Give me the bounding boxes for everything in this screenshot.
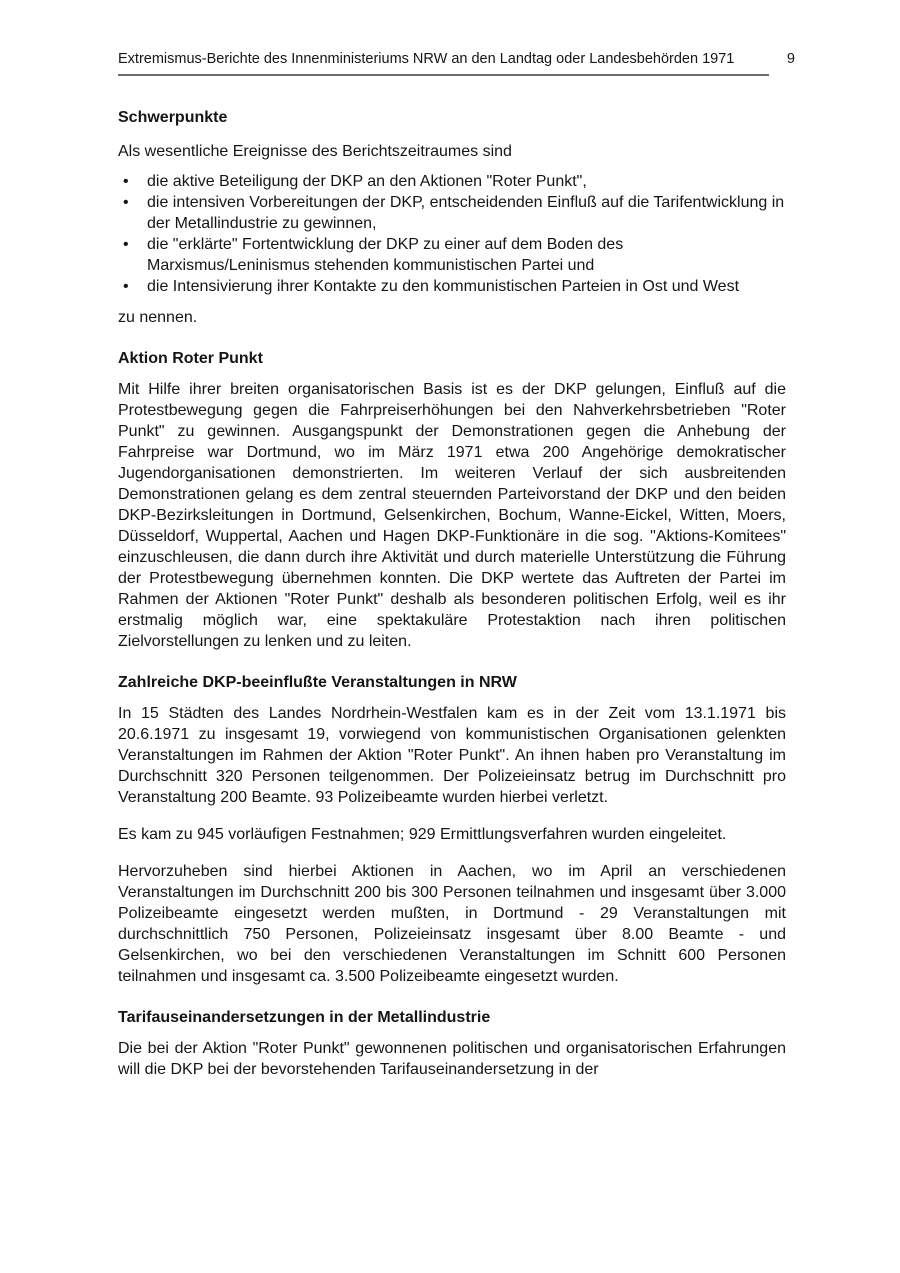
paragraph-veranstaltungen-3: Hervorzuheben sind hierbei Aktionen in Aachen, wo im April an verschiedenen Veranstaltungen im Durchschnitt 200 bis 300 Personen teilnahmen und insgesamt über 3.000 Polizeibeamte eingesetzt werden mußten, in Dortmund - 29 Veranstaltungen mit durchschnittlich 750 Personen, Polizeieinsatz insgesamt über 8.00 Beamte - und Gelsenkirchen, wo bei den verschiedenen Veranstaltungen im Schnitt 600 Personen teilnahmen und insgesamt ca. 3.500 Polizeibeamte eingesetzt wurden. <box>118 863 786 985</box>
bullet-item <box>118 192 786 234</box>
heading-veranstaltungen: Zahlreiche DKP-beeinflußte Veranstaltungen in NRW <box>118 674 517 691</box>
heading-aktion-roter-punkt: Aktion Roter Punkt <box>118 350 263 367</box>
bullet-text: die intensiven Vorbereitungen der DKP, entscheidenden Einfluß auf die Tarifentwicklung in der Metallindustrie zu gewinnen, <box>147 194 785 232</box>
paragraph-veranstaltungen-2: Es kam zu 945 vorläufigen Festnahmen; 929 Ermittlungsverfahren wurden eingeleitet. <box>118 826 727 843</box>
bullet-text: die Intensivierung ihrer Kontakte zu den kommunistischen Parteien in Ost und West <box>147 278 740 295</box>
bullet-item <box>118 276 786 297</box>
paragraph-aktion-roter-punkt: Mit Hilfe ihrer breiten organisatorischen Basis ist es der DKP gelungen, Einfluß auf die Protestbewegung gegen die Fahrpreiserhöhungen bei den Nahverkehrsbetrieben "Roter Punkt" zu gewinnen. Ausgangspunkt der Demonstrationen gegen die Anhebung der Fahrpreise war Dortmund, wo im März 1971 etwa 200 Angehörige demokratischer Jugendorganisationen demonstrierten. Im weiteren Verlauf der sich ausbreitenden Demonstrationen gelang es dem zentral steuernden Parteivorstand der DKP und den beiden DKP-Bezirksleitungen in Dortmund, Gelsenkirchen, Bochum, Wanne-Eickel, Witten, Moers, Düsseldorf, Wuppertal, Aachen und Hagen DKP-Funktionäre in die sog. "Aktions-Komitees" einzuschleusen, die dann durch ihre Aktivität und durch materielle Unterstützung die Führung der Protestbewegung übernehmen konnten. Die DKP wertete das Auftreten der Partei im Rahmen der Aktionen "Roter Punkt" deshalb als besonderen politischen Erfolg, weil es ihr erstmalig möglich war, eine spektakuläre Protestaktion nach ihren politischen Zielvorstellungen zu lenken und zu leiten. <box>118 381 786 650</box>
paragraph-veranstaltungen-1: In 15 Städten des Landes Nordrhein-Westfalen kam es in der Zeit vom 13.1.1971 bis 20.6.1971 zu insgesamt 19, vorwiegend von kommunistischen Organisationen gelenkten Veranstaltungen im Rahmen der Aktion "Roter Punkt". An ihnen haben pro Veranstaltung im Durchschnitt 320 Personen teilgenommen. Der Polizeieinsatz betrug im Durchschnitt pro Veranstaltung 200 Beamte. 93 Polizeibeamte wurden hierbei verletzt. <box>118 705 786 806</box>
paragraph-tarif: Die bei der Aktion "Roter Punkt" gewonnenen politischen und organisatorischen Erfahrungen will die DKP bei der bevorstehenden Tarifauseinandersetzung in der <box>118 1040 786 1078</box>
running-header-title: Extremismus-Berichte des Innenministeriums NRW an den Landtag oder Landesbehörden 1971 <box>118 50 769 76</box>
page-header <box>118 50 795 76</box>
bullet-item <box>118 234 786 276</box>
bullet-text: die "erklärte" Fortentwicklung der DKP zu einer auf dem Boden des Marxismus/Leninismus stehenden kommunistischen Partei und <box>147 236 624 274</box>
bullet-marker: • <box>123 173 129 190</box>
intro-text: Als wesentliche Ereignisse des Berichtszeitraumes sind <box>118 143 512 160</box>
bullet-item <box>118 171 786 192</box>
bullet-marker: • <box>123 236 129 253</box>
page-number: 9 <box>786 51 795 67</box>
bullet-marker: • <box>123 278 129 295</box>
heading-schwerpunkte: Schwerpunkte <box>118 109 228 126</box>
bullet-marker: • <box>123 194 129 211</box>
heading-tarif: Tarifauseinandersetzungen in der Metallindustrie <box>118 1009 491 1026</box>
page-content <box>118 107 786 1080</box>
bullet-text: die aktive Beteiligung der DKP an den Aktionen "Roter Punkt", <box>147 173 587 190</box>
outro-text: zu nennen. <box>118 309 198 326</box>
bullet-list <box>118 171 786 297</box>
